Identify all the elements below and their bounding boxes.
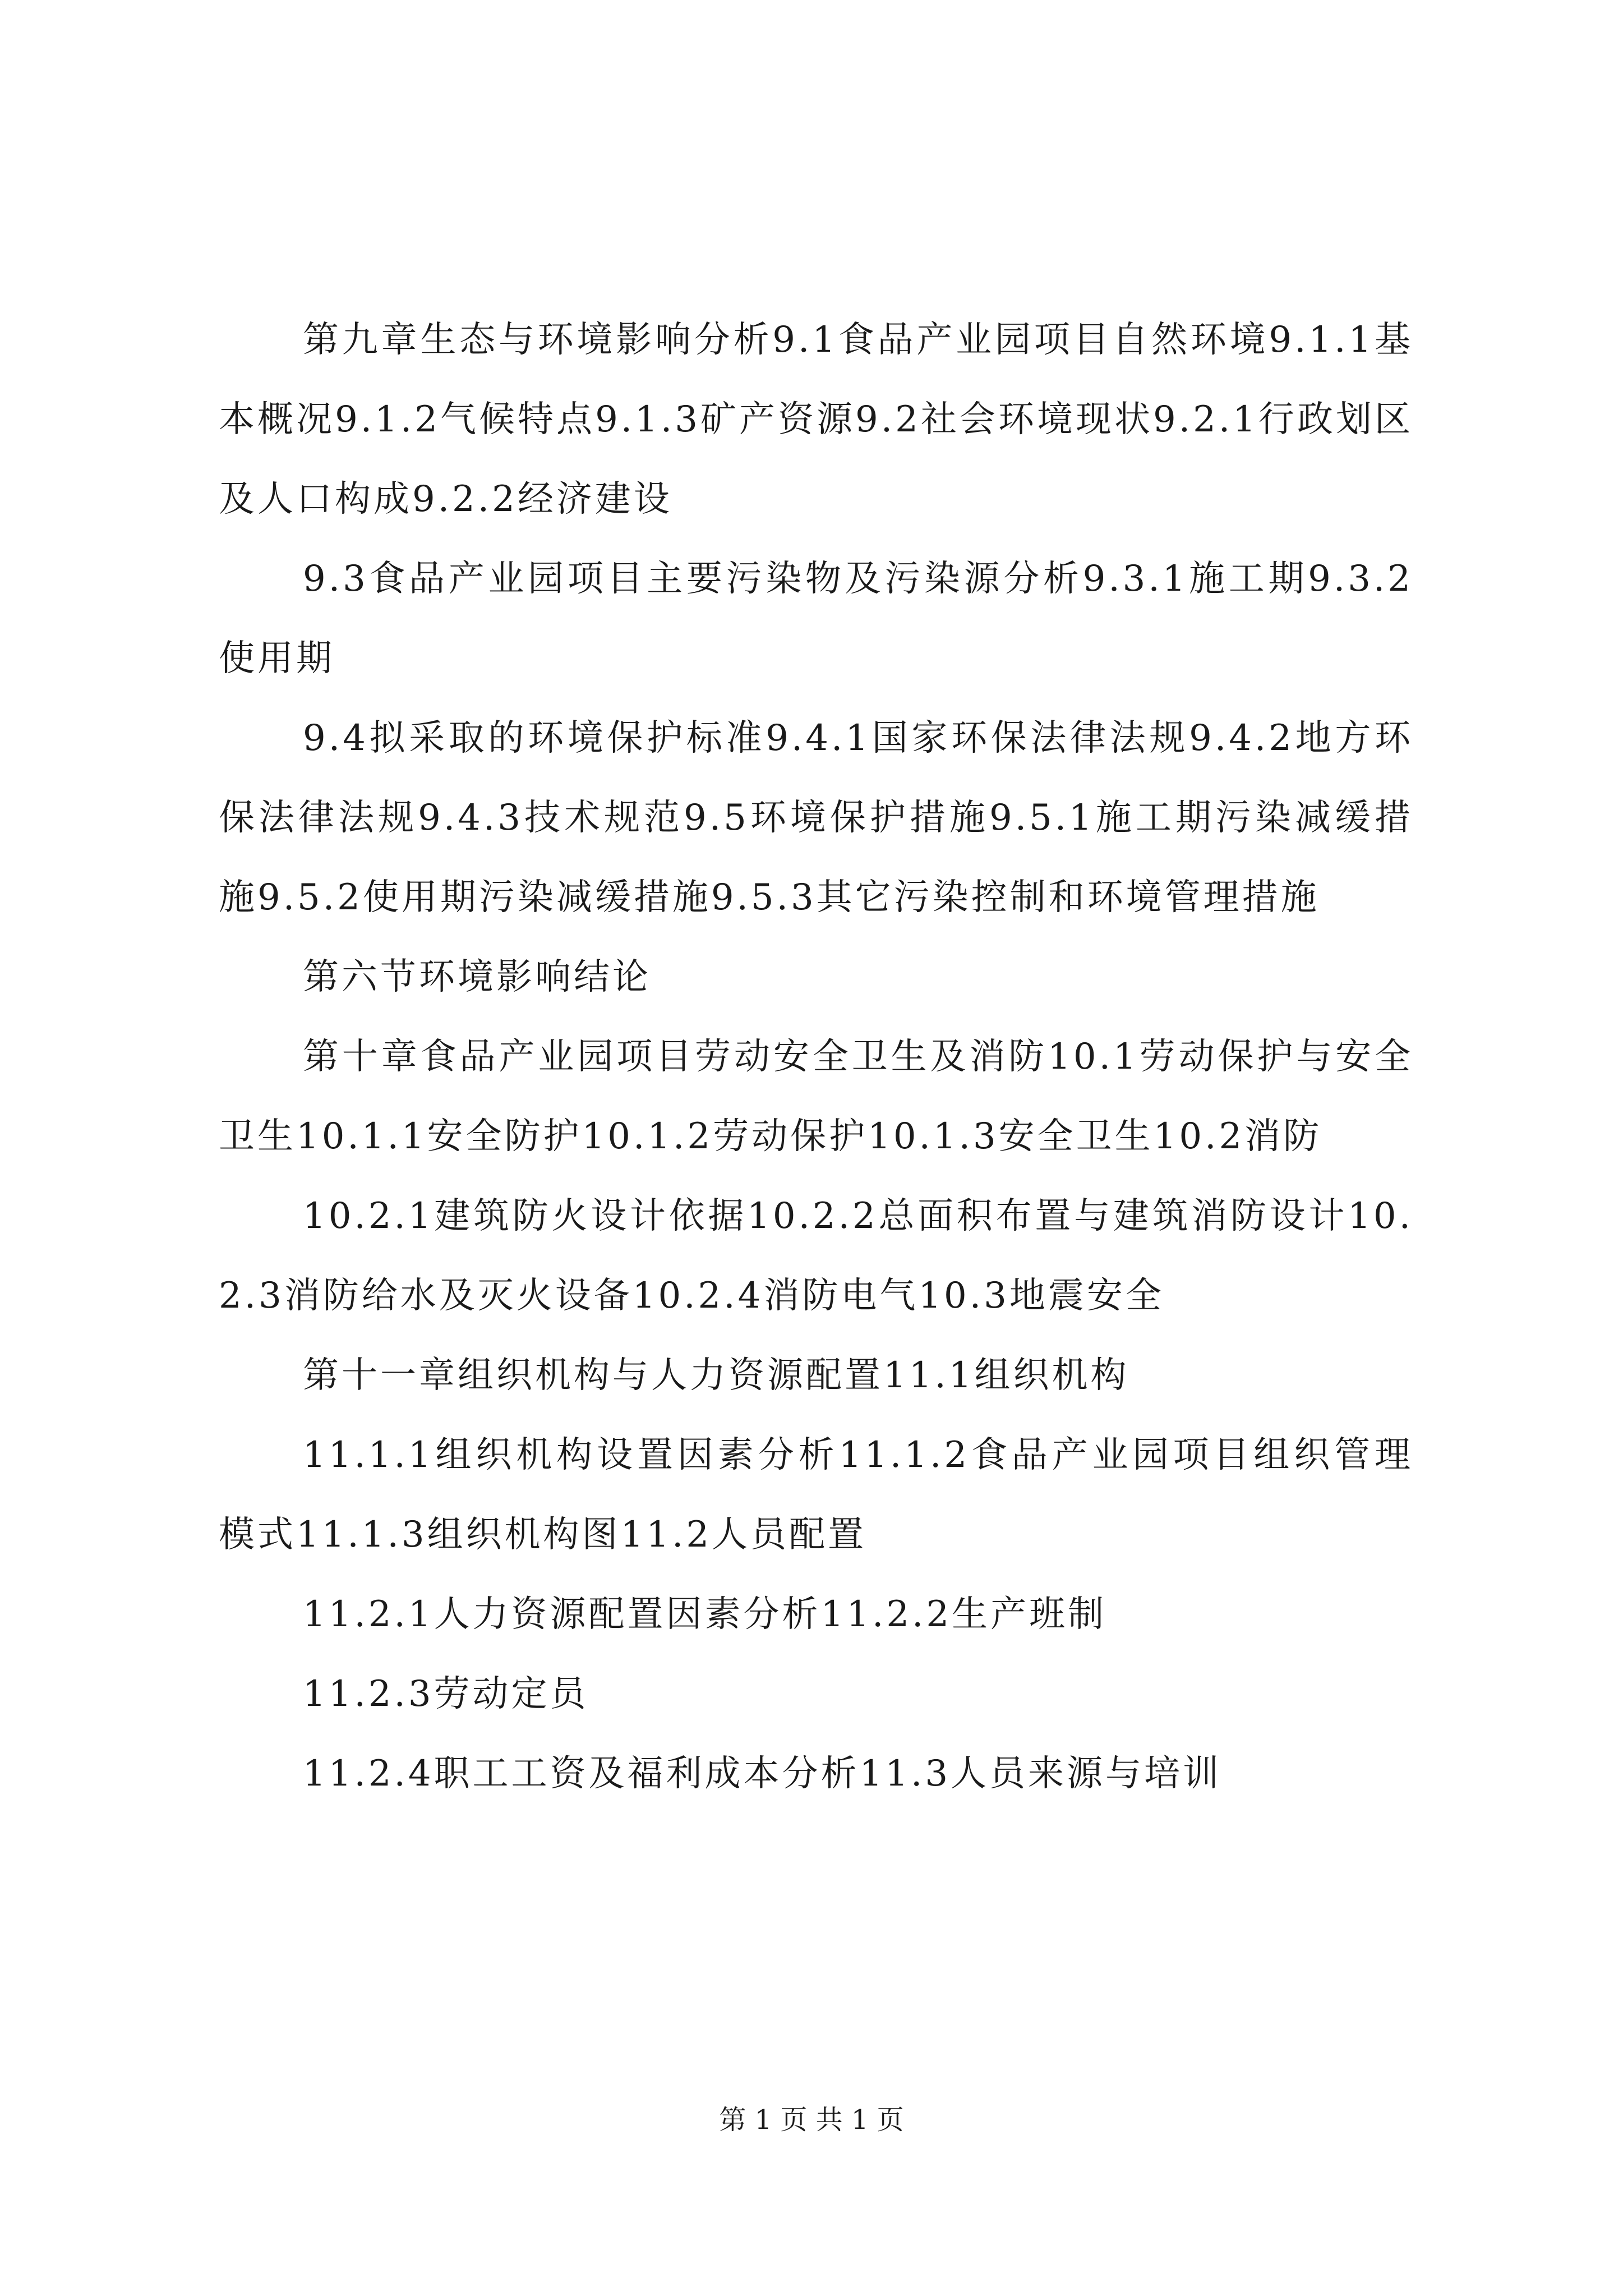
paragraph-11-1-1: 11.1.1组织机构设置因素分析11.1.2食品产业园项目组织管理模式11.1.3组织机构图11.2人员配置 [219, 1434, 1413, 1556]
document-body [219, 300, 1413, 1814]
paragraph-chapter-11: 第十一章组织机构与人力资源配置11.1组织机构 [303, 1355, 1129, 1396]
paragraph-9-3: 9.3食品产业园项目主要污染物及污染源分析9.3.1施工期9.3.2使用期 [219, 558, 1413, 679]
paragraph-11-2-3: 11.2.3劳动定员 [303, 1673, 589, 1715]
paragraph-10-2-1: 10.2.1建筑防火设计依据10.2.2总面积布置与建筑消防设计10.2.3消防给水及灭火设备10.2.4消防电气10.3地震安全 [219, 1195, 1413, 1317]
paragraph-11-2-1: 11.2.1人力资源配置因素分析11.2.2生产班制 [303, 1594, 1107, 1635]
paragraph-11-2-4: 11.2.4职工工资及福利成本分析11.3人员来源与培训 [303, 1753, 1222, 1795]
paragraph-chapter-9: 第九章生态与环境影响分析9.1食品产业园项目自然环境9.1.1基本概况9.1.2气候特点9.1.3矿产资源9.2社会环境现状9.2.1行政划区及人口构成9.2.2经济建设 [219, 319, 1413, 520]
page-number-footer: 第 1 页 共 1 页 [719, 2104, 904, 2136]
paragraph-9-4: 9.4拟采取的环境保护标准9.4.1国家环保法律法规9.4.2地方环保法律法规9.4.3技术规范9.5环境保护措施9.5.1施工期污染减缓措施9.5.2使用期污染减缓措施9.5.3其它污染控制和环境管理措施 [219, 717, 1413, 918]
paragraph-section-6: 第六节环境影响结论 [303, 956, 651, 998]
paragraph-chapter-10: 第十章食品产业园项目劳动安全卫生及消防10.1劳动保护与安全卫生10.1.1安全防护10.1.2劳动保护10.1.3安全卫生10.2消防 [219, 1036, 1413, 1157]
